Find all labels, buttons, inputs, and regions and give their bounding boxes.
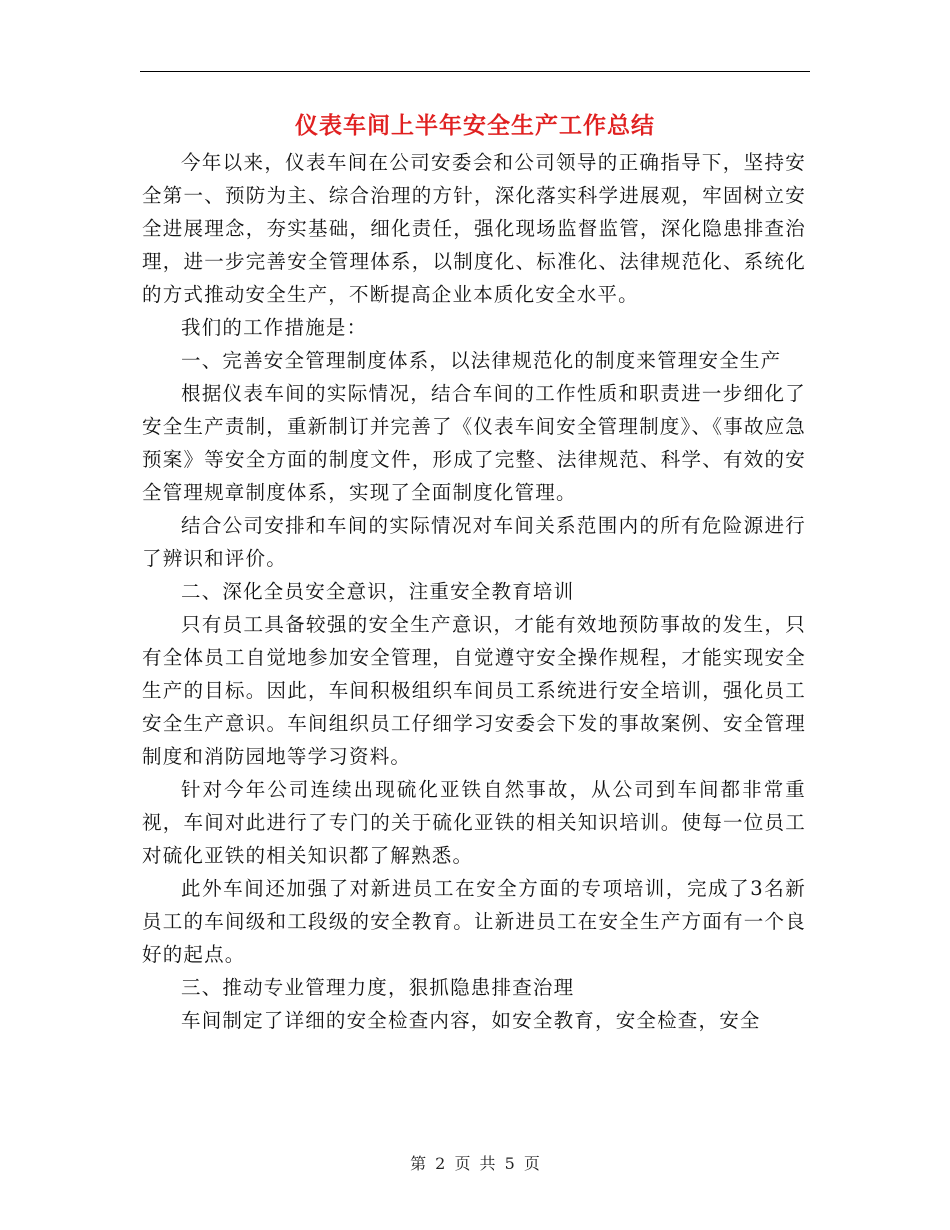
document-title: 仪表车间上半年安全生产工作总结 [295, 112, 655, 139]
document-body [142, 146, 806, 1037]
page-number: 第 2 页 共 5 页 [410, 1154, 540, 1173]
section-heading-1: 一、完善安全管理制度体系，以法律规范化的制度来管理安全生产 [181, 349, 782, 372]
header-rule [140, 71, 810, 72]
paragraph-body: 根据仪表车间的实际情况，结合车间的工作性质和职责进一步细化了安全生产责制，重新制订并完善了《仪表车间安全管理制度》、《事故应急预案》等安全方面的制度文件，形成了完整、法律规范、科学、有效的安全管理规章制度体系，实现了全面制度化管理。 [142, 382, 806, 504]
section-heading-2: 二、深化全员安全意识，注重安全教育培训 [181, 580, 575, 603]
section-heading-3: 三、推动专业管理力度，狠抓隐患排查治理 [181, 976, 575, 999]
paragraph-measures-lead: 我们的工作措施是： [181, 316, 368, 339]
paragraph-body: 结合公司安排和车间的实际情况对车间关系范围内的所有危险源进行了辨识和评价。 [142, 514, 806, 570]
paragraph-body: 车间制定了详细的安全检查内容，如安全教育，安全检查，安全 [181, 1009, 761, 1032]
paragraph-intro: 今年以来，仪表车间在公司安委会和公司领导的正确指导下，坚持安全第一、预防为主、综合治理的方针，深化落实科学进展观，牢固树立安全进展理念，夯实基础，细化责任，强化现场监督监管，深化隐患排查治理，进一步完善安全管理体系，以制度化、标准化、法律规范化、系统化的方式推动安全生产，不断提高企业本质化安全水平。 [142, 151, 806, 306]
paragraph-body: 只有员工具备较强的安全生产意识，才能有效地预防事故的发生，只有全体员工自觉地参加安全管理，自觉遵守安全操作规程，才能实现安全生产的目标。因此，车间积极组织车间员工系统进行安全培训，强化员工安全生产意识。车间组织员工仔细学习安委会下发的事故案例、安全管理制度和消防园地等学习资料。 [142, 613, 806, 768]
paragraph-body: 此外车间还加强了对新进员工在安全方面的专项培训，完成了3名新员工的车间级和工段级的安全教育。让新进员工在安全生产方面有一个良好的起点。 [142, 877, 806, 966]
paragraph-body: 针对今年公司连续出现硫化亚铁自然事故，从公司到车间都非常重视，车间对此进行了专门的关于硫化亚铁的相关知识培训。使每一位员工对硫化亚铁的相关知识都了解熟悉。 [142, 778, 806, 867]
